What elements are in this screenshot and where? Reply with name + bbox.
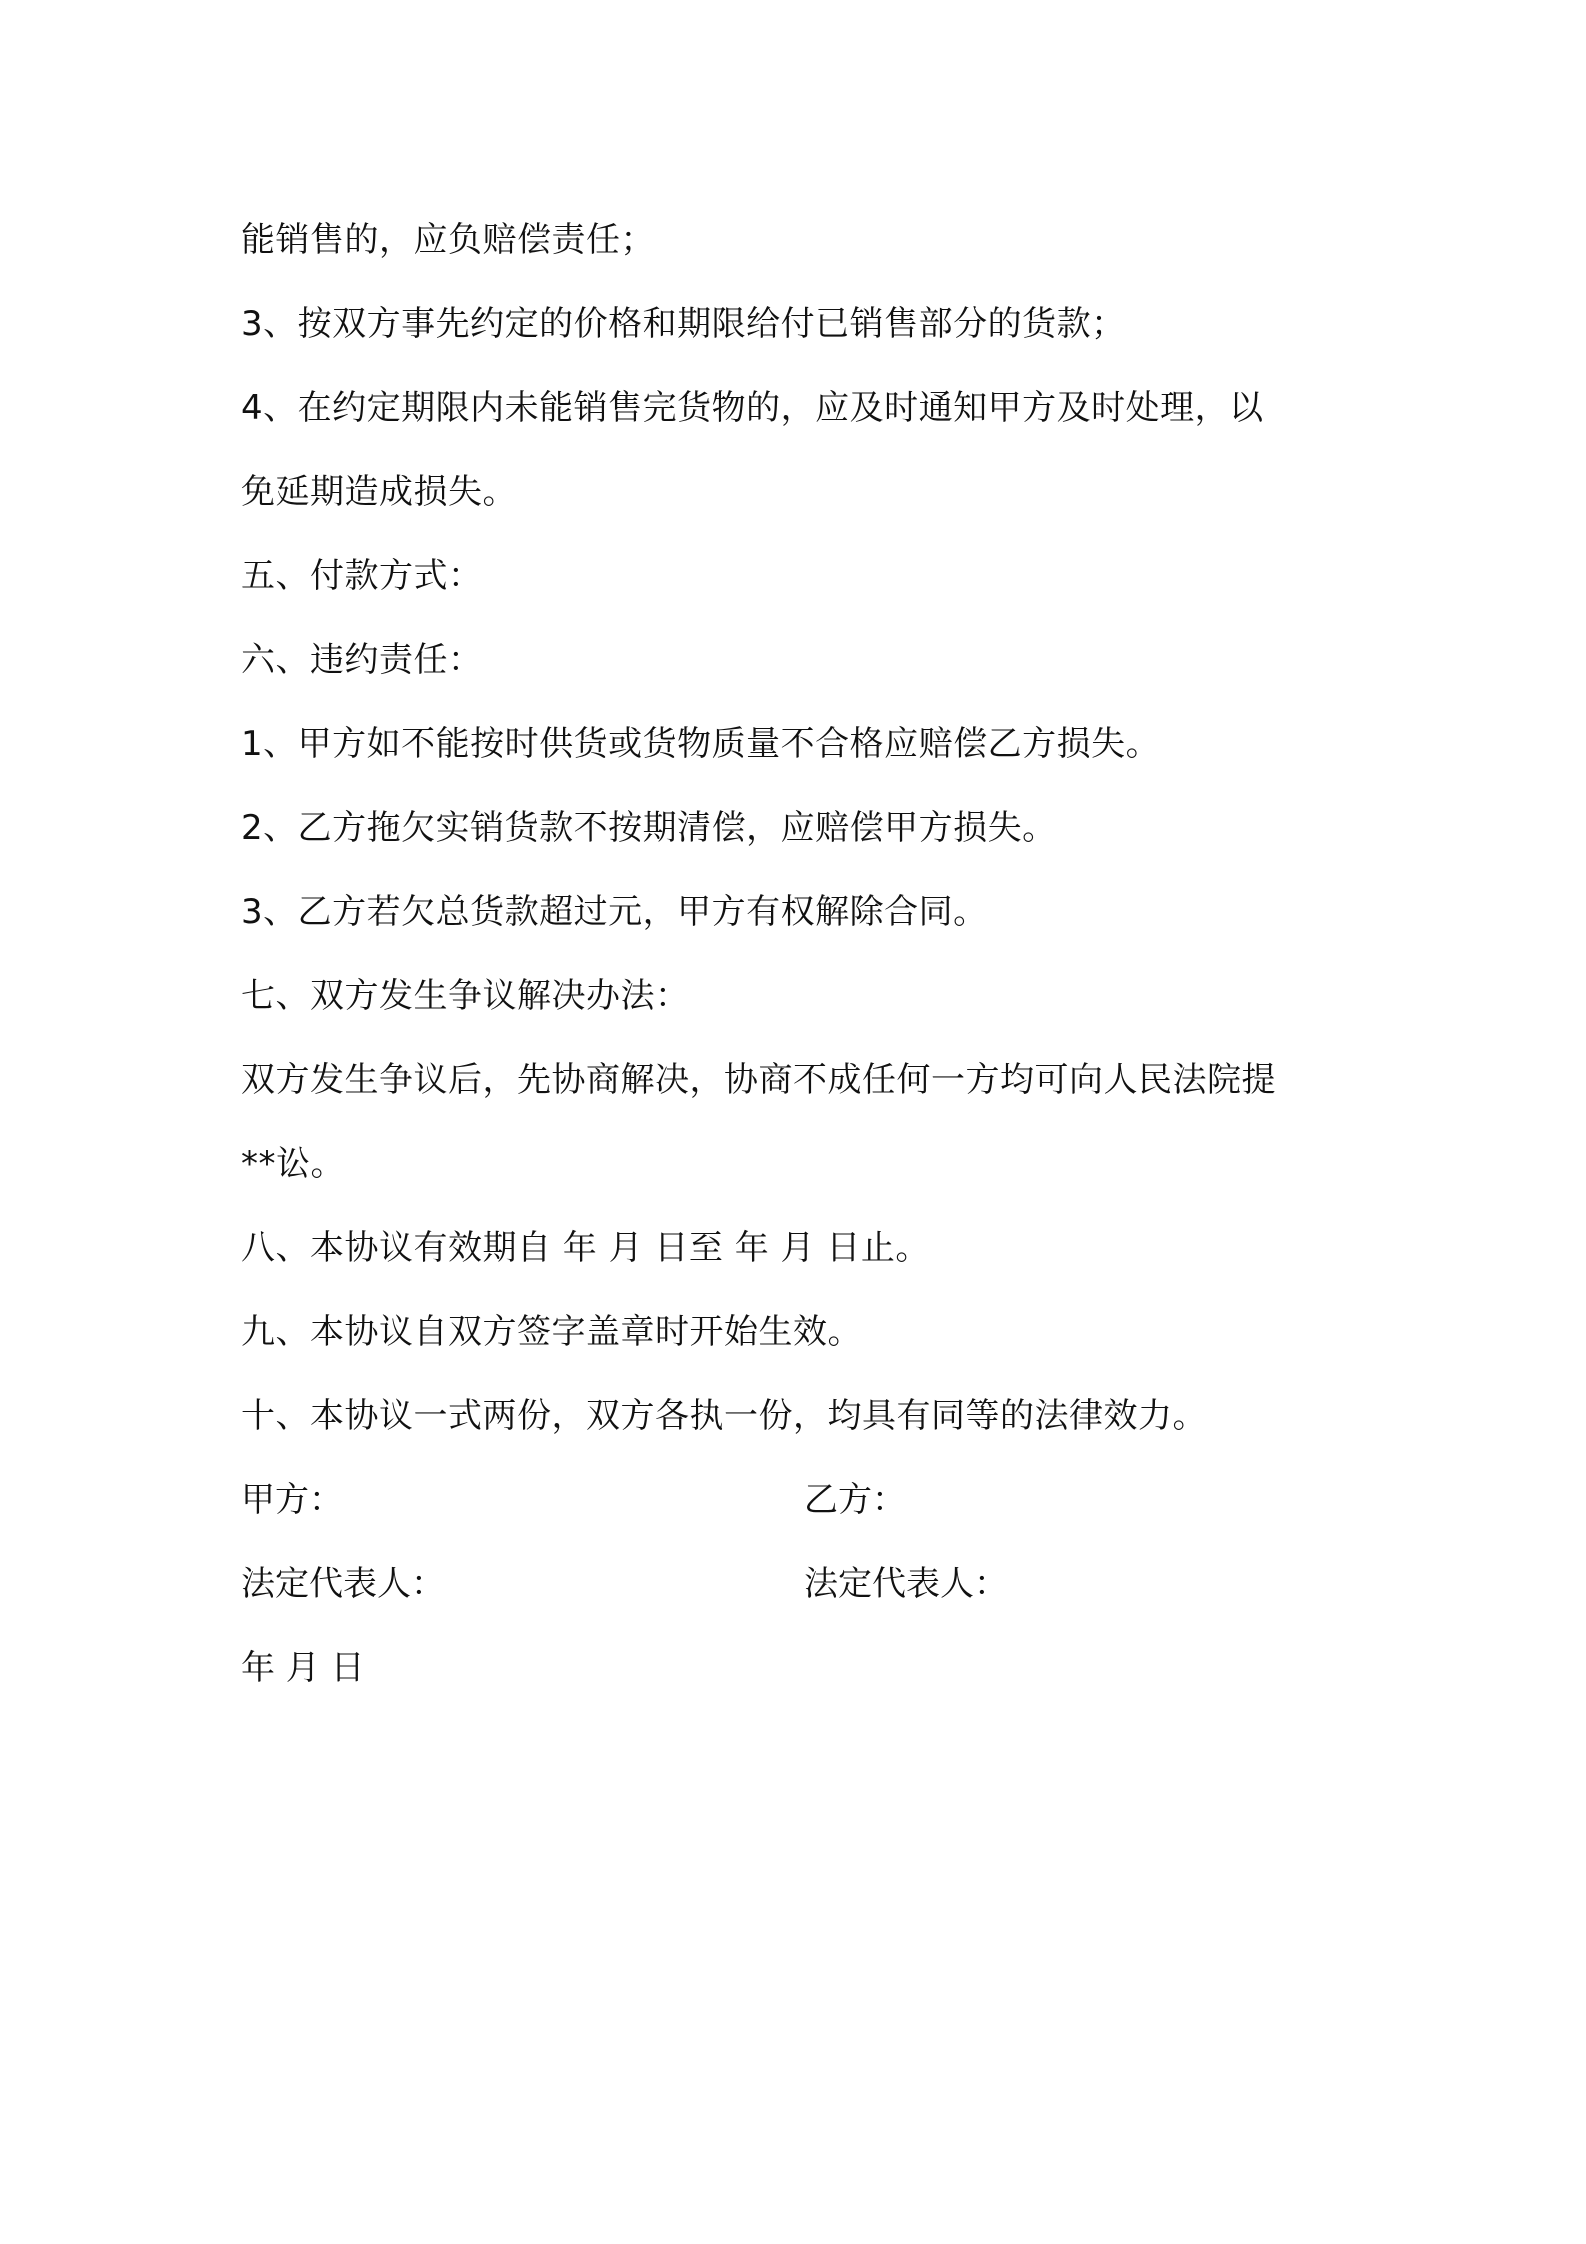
text-line: 能销售的，应负赔偿责任； <box>241 220 655 260</box>
rep-a-label: 法定代表人： <box>241 1564 445 1604</box>
party-b-label: 乙方： <box>804 1480 906 1520</box>
text-line: 3、乙方若欠总货款超过元，甲方有权解除合同。 <box>241 892 988 932</box>
text-line: 1、甲方如不能按时供货或货物质量不合格应赔偿乙方损失。 <box>241 724 1161 764</box>
signature-rep-row <box>241 1542 1381 1626</box>
text-line: 4、在约定期限内未能销售完货物的，应及时通知甲方及时处理，以 <box>241 388 1264 428</box>
party-a-label: 甲方： <box>241 1480 343 1520</box>
signature-date-row <box>241 1626 1381 1710</box>
signature-party-row <box>241 1458 1381 1542</box>
contract-body <box>241 198 1381 1710</box>
text-line: 2、乙方拖欠实销货款不按期清偿，应赔偿甲方损失。 <box>241 808 1057 848</box>
text-line: 八、本协议有效期自 年 月 日至 年 月 日止。 <box>241 1228 930 1268</box>
text-line: 免延期造成损失。 <box>241 472 517 512</box>
section-heading-dispute: 七、双方发生争议解决办法： <box>241 976 690 1016</box>
text-line: 3、按双方事先约定的价格和期限给付已销售部分的货款； <box>241 304 1126 344</box>
text-line: 十、本协议一式两份，双方各执一份，均具有同等的法律效力。 <box>241 1396 1207 1436</box>
text-line: **讼。 <box>241 1144 345 1184</box>
text-line: 九、本协议自双方签字盖章时开始生效。 <box>241 1312 862 1352</box>
section-heading-payment: 五、付款方式： <box>241 556 483 596</box>
text-line: 双方发生争议后，先协商解决，协商不成任何一方均可向人民法院提 <box>241 1060 1276 1100</box>
rep-b-label: 法定代表人： <box>804 1564 1008 1604</box>
date-label: 年 月 日 <box>241 1648 365 1688</box>
section-heading-liability: 六、违约责任： <box>241 640 483 680</box>
